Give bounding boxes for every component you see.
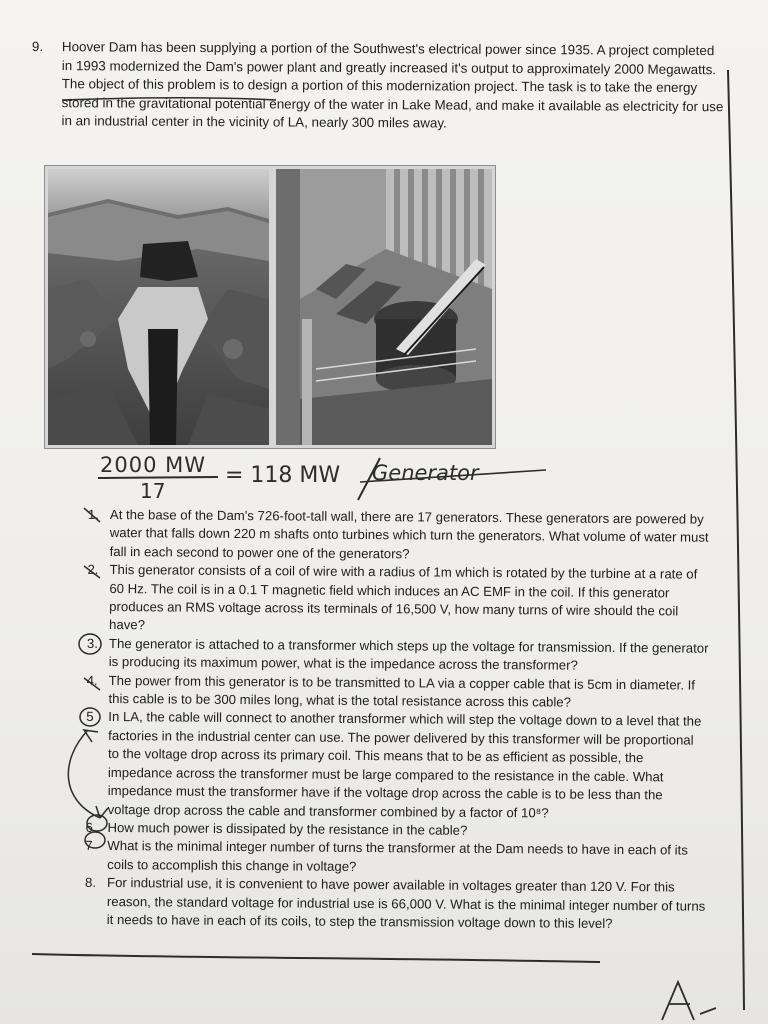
question-item-7 xyxy=(85,837,707,879)
problem-intro xyxy=(31,38,726,135)
question-number: 2. xyxy=(87,562,99,578)
question-text: For industrial use, it is convenient to have power available in voltages greater than 120 V. For this reason, the standard voltage for industrial use is 66,000 V. What is the minimal integer number of turns it needs to have in each of its coils, to step the transmission voltage down to this level? xyxy=(106,875,706,931)
question-text: What is the minimal integer number of turns the transformer at the Dam needs to have in each of its coils to accomplish this change in voltage? xyxy=(107,838,688,874)
fraction-bar xyxy=(98,477,218,478)
bottom-rule-line xyxy=(32,954,600,962)
question-text: The generator is attached to a transformer which steps up the voltage for transmission. If the generator is producing its maximum power, what is the impedance across the transformer? xyxy=(108,635,709,673)
problem-number: 9. xyxy=(31,38,44,55)
hand-denominator: 17 xyxy=(140,479,166,503)
question-number: 7 xyxy=(85,838,93,854)
question-number: 5 xyxy=(86,709,94,725)
corner-glyph-strokes xyxy=(662,982,716,1020)
hand-numerator: 2000 MW xyxy=(100,453,207,477)
question-number: 4. xyxy=(86,672,98,688)
loop-arrow-mark xyxy=(68,730,108,818)
generator-hall-photo xyxy=(276,169,492,445)
question-text: How much power is dissipated by the resistance in the cable? xyxy=(107,819,468,838)
question-number: 6 xyxy=(85,819,93,835)
question-text: In LA, the cable will connect to another transformer which will step the voltage down to a level that the factories in the industrial center can use. The power delivered by this transformer will be proportional to the voltage drop across its primary coil. This means that to be as efficient as possible, the impedance across the transformer must be large compared to the resistance in the cable. What impedance must the transformer have if the voltage drop across the cable is to be less than the voltage drop across the cable and transformer combined by a factor of 10⁸? xyxy=(107,709,702,820)
hand-result: = 118 MW xyxy=(225,463,341,488)
question-text: This generator consists of a coil of wire with a radius of 1m which is rotated by the turbine at a rate of 60 Hz. The coil is in a 0.1 T magnetic field which induces an AC EMF in the coil. If this generator produces an RMS voltage across its terminals of 16,500 V, how many turns of wire should the coil have? xyxy=(109,562,698,633)
question-list xyxy=(84,506,710,934)
question-item-1 xyxy=(87,506,710,566)
question-text: At the base of the Dam's 726-foot-tall wall, there are 17 generators. These generators are powered by water that falls down 220 m shafts onto turbines which turn the generators. What volume of water must fall in each second to power one of the generators? xyxy=(109,506,709,562)
hand-unit: Generator xyxy=(372,461,479,485)
dam-aerial-photo xyxy=(48,169,269,445)
problem-intro-text: Hoover Dam has been supplying a portion of the Southwest's electrical power since 1935. A project completed in 1993 modernized the Dam's power plant and greatly increased it's output to approximately 2000 Megawatts. The object of this problem is to design a portion of this modernization project. The task is to take the energy stored in the gravitational potential energy of the water in Lake Mead, and make it available as electricity for use in an industrial center in the vicinity of LA, nearly 300 miles away. xyxy=(61,39,724,131)
right-border-line xyxy=(728,70,744,1010)
question-number: 1. xyxy=(87,506,99,522)
corner-initial: A xyxy=(672,1018,673,1019)
question-number: 3. xyxy=(86,635,98,651)
question-item-8 xyxy=(84,874,707,934)
question-item-5 xyxy=(86,708,709,823)
question-text: The power from this generator is to be transmitted to LA via a copper cable that is 5cm in diameter. If this cable is to be 300 miles long, what is the total resistance across this cable? xyxy=(108,672,696,710)
photo-pair xyxy=(44,165,496,449)
question-number: 8. xyxy=(84,874,97,891)
question-item-3 xyxy=(86,635,709,677)
handwritten-calculation xyxy=(90,448,570,508)
question-item-2 xyxy=(87,561,710,639)
question-item-4 xyxy=(86,672,708,714)
